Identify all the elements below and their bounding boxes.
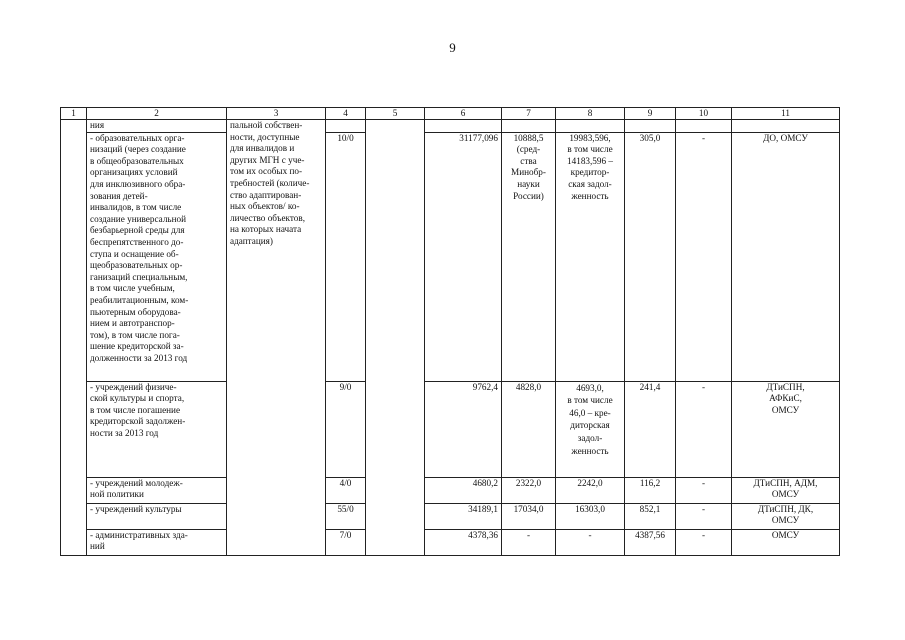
- cell-col11: ДО, ОМСУ: [732, 132, 840, 381]
- cell-description: - учреждений молодеж- ной политики: [87, 477, 227, 503]
- measures-table: [60, 107, 840, 556]
- cell-col7: 17034,0: [502, 503, 556, 529]
- cell-col9: 305,0: [625, 132, 676, 381]
- cell-col6: [425, 120, 502, 133]
- cell-col4: 55/0: [326, 503, 366, 529]
- header-cell: 7: [502, 108, 556, 120]
- cell-col4: 4/0: [326, 477, 366, 503]
- table-row: [61, 503, 840, 529]
- cell-description: - учреждений культуры: [87, 503, 227, 529]
- cell-col10: -: [676, 132, 732, 381]
- cell-col7: 10888,5 (сред- ства Минобр- науки России): [502, 132, 556, 381]
- cell-col11: ОМСУ: [732, 529, 840, 555]
- cell-col11: [732, 120, 840, 133]
- table-row: [61, 120, 840, 133]
- table-row: [61, 381, 840, 477]
- cell-col9: 852,1: [625, 503, 676, 529]
- header-cell: 3: [227, 108, 326, 120]
- header-cell: 2: [87, 108, 227, 120]
- cell-col10: -: [676, 529, 732, 555]
- cell-col6: 34189,1: [425, 503, 502, 529]
- cell-col8: 19983,596, в том числе 14183,596 – кредитор- ская задол- женность: [556, 132, 625, 381]
- cell-col5: [366, 120, 425, 556]
- cell-col4: [326, 120, 366, 133]
- table-row: [61, 477, 840, 503]
- cell-col10: -: [676, 381, 732, 477]
- header-cell: 1: [61, 108, 87, 120]
- cell-description: ния: [87, 120, 227, 133]
- header-cell: 9: [625, 108, 676, 120]
- cell-col6: 4378,36: [425, 529, 502, 555]
- header-cell: 5: [366, 108, 425, 120]
- cell-col7: 2322,0: [502, 477, 556, 503]
- cell-col11: ДТиСПН, АДМ, ОМСУ: [732, 477, 840, 503]
- cell-col8: 2242,0: [556, 477, 625, 503]
- cell-col4: 7/0: [326, 529, 366, 555]
- cell-col7: [502, 120, 556, 133]
- cell-col8: 4693,0, в том числе 46,0 – кре- диторская задол- женность: [556, 381, 625, 477]
- cell-col7: -: [502, 529, 556, 555]
- cell-col6: 31177,096: [425, 132, 502, 381]
- cell-col10: -: [676, 503, 732, 529]
- cell-col7: 4828,0: [502, 381, 556, 477]
- header-cell: 10: [676, 108, 732, 120]
- cell-description: - административных зда- ний: [87, 529, 227, 555]
- table-row: [61, 529, 840, 555]
- page-number: 9: [449, 40, 456, 55]
- cell-description: - учреждений физиче- ской культуры и спорта, в том числе погашение кредиторской задолжен- ности за 2013 год: [87, 381, 227, 477]
- number-cell: [61, 120, 87, 556]
- cell-col8: 16303,0: [556, 503, 625, 529]
- header-row: [61, 108, 840, 120]
- cell-col10: [676, 120, 732, 133]
- cell-col11: ДТиСПН, ДК, ОМСУ: [732, 503, 840, 529]
- cell-col6: 4680,2: [425, 477, 502, 503]
- cell-col8: -: [556, 529, 625, 555]
- cell-col4: 10/0: [326, 132, 366, 381]
- cell-description: - образовательных орга- низаций (через создание в общеобразовательных организациях условий для инклюзивного обра- зования детей- инвалидов, в том числе создание универсальной безбарьерной среды для беспрепятственного до- ступа и оснащение об- щеобразовательных ор- ганизаций специальным, в том числе учебным, реабилитационным, ком- пьютерным оборудова- нием и автотранспор- том), в том числе пога- шение кредиторской за- долженности за 2013 год: [87, 132, 227, 381]
- cell-col4: 9/0: [326, 381, 366, 477]
- cell-col10: -: [676, 477, 732, 503]
- header-cell: 8: [556, 108, 625, 120]
- cell-col9: 4387,56: [625, 529, 676, 555]
- header-cell: 6: [425, 108, 502, 120]
- cell-col9: [625, 120, 676, 133]
- cell-col6: 9762,4: [425, 381, 502, 477]
- cell-indicator: пальной собствен- ности, доступные для инвалидов и других МГН с уче- том их особых по- требностей (количе- ство адаптирован- ных объектов/ ко- личество объектов, на которых начата адаптация): [227, 120, 326, 556]
- cell-col9: 116,2: [625, 477, 676, 503]
- header-cell: 4: [326, 108, 366, 120]
- table-row: [61, 132, 840, 381]
- cell-col8: [556, 120, 625, 133]
- cell-col9: 241,4: [625, 381, 676, 477]
- cell-col11: ДТиСПН, АФКиС, ОМСУ: [732, 381, 840, 477]
- header-cell: 11: [732, 108, 840, 120]
